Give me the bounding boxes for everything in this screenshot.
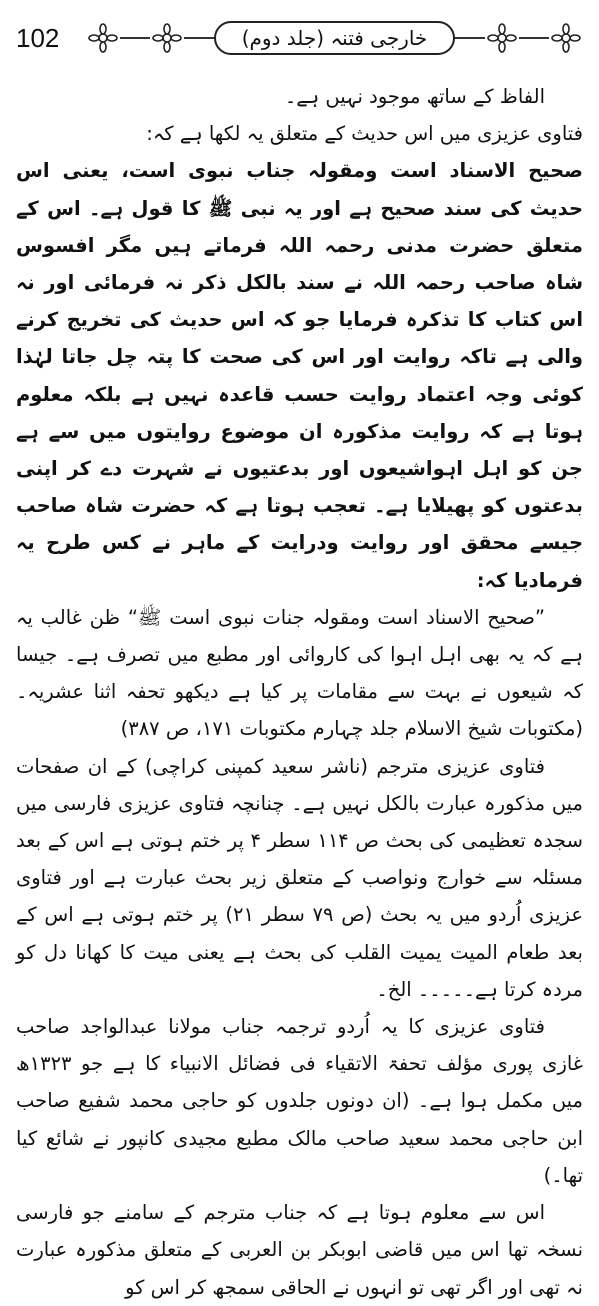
running-title: خارجی فتنہ (جلد دوم) — [214, 21, 456, 55]
paragraph: ”صحیح الاسناد است ومقولہ جنات نبوی است ﷺ“ ظن غالب یہ ہے کہ یہ بھی اہل اہوا کی کاروائی اور مطبع میں تصرف ہے۔ جیسا کہ شیعوں نے بہت سے مقامات پر کیا ہے دیکھو تحفہ اثنا عشریہ۔ (مکتوبات شیخ الاسلام جلد چہارم مکتوبات ۱۷۱، ص ۳۸۷) — [16, 605, 583, 741]
page-header — [16, 10, 583, 66]
paragraph: اس سے معلوم ہوتا ہے کہ جناب مترجم کے سامنے جو فارسی نسخہ تھا اس میں قاضی ابوبکر بن العربی کے متعلق مذکورہ عبارت نہ تھی اور اگر تھی تو انہوں نے الحاقی سمجھ کر اس کو — [16, 1201, 583, 1299]
paragraph: فتاوی عزیزی میں اس حدیث کے متعلق یہ لکھا ہے کہ: — [146, 122, 583, 146]
floral-ornament-icon — [150, 21, 184, 55]
paragraph: فتاوی عزیزی مترجم (ناشر سعید کمپنی کراچی) کے ان صفحات میں مذکورہ عبارت بالکل نہیں ہے۔ چنانچہ فتاوی عزیزی فارسی میں سجدہ تعظیمی کی بحث ص ۱۱۴ سطر ۴ پر ختم ہوتی ہے اس کے بعد مسئلہ سے خوارج ونواصب کے متعلق زیر بحث عبارت ہے اور فتاوی عزیزی اُردو میں یہ بحث (ص ۷۹ سطر ۲۱) پر ختم ہوتی ہے اس کے بعد طعام المیت یمیت القلب کی بحث ہے یعنی میت کا کھانا دل کو مردہ کرتا ہے۔۔۔۔۔ الخ۔ — [16, 754, 583, 1001]
floral-ornament-icon — [86, 21, 120, 55]
floral-ornament-icon — [549, 21, 583, 55]
paragraph: الفاظ کے ساتھ موجود نہیں ہے۔ — [284, 85, 545, 108]
paragraph: صحیح الاسناد است ومقولہ جناب نبوی است، یعنی اس حدیث کی سند صحیح ہے اور یہ نبی ﷺ کا قول ہے۔ اس کے متعلق حضرت مدنی رحمہ اللہ فرماتے ہیں مگر افسوس شاہ صاحب رحمہ اللہ نے سند بالکل ذکر نہ فرمائی اور نہ اس کتاب کا تذکرہ فرمایا جو کہ اس حدیث کی تخریج کرنے والی ہے تاکہ روایت اور اس کی صحت کا پتہ چل جاتا لہٰذا کوئی وجہ اعتماد روایت حسب قاعدہ نہیں ہے بلکہ معلوم ہوتا ہے کہ روایت مذکورہ ان موضوع روایتوں میں سے ہے جن کو اہل اہواشیعوں اور بدعتیوں نے شہرت دے کر اپنی بدعتوں کو پھیلایا ہے۔ تعجب ہوتا ہے کہ حضرت شاہ صاحب جیسے محقق اور روایت ودرایت کے ماہر نے کس طرح یہ فرمادیا کہ: — [16, 159, 583, 592]
body-text — [16, 78, 583, 1306]
floral-ornament-icon — [485, 21, 519, 55]
header-ornament-frame — [86, 18, 583, 58]
paragraph: فتاوی عزیزی کا یہ اُردو ترجمہ جناب مولانا عبدالواجد صاحب غازی پوری مؤلف تحفۃ الاتقیاء فی فضائل الانبیاء کا ہے جو ۱۳۲۳ھ میں مکمل ہوا ہے۔ (ان دونوں جلدوں کو حاجی محمد شفیع صاحب ابن حاجی محمد سعید صاحب مالک مطبع مجیدی کانپور نے شائع کیا تھا۔) — [16, 1015, 583, 1187]
page-number: 102 — [16, 22, 60, 53]
